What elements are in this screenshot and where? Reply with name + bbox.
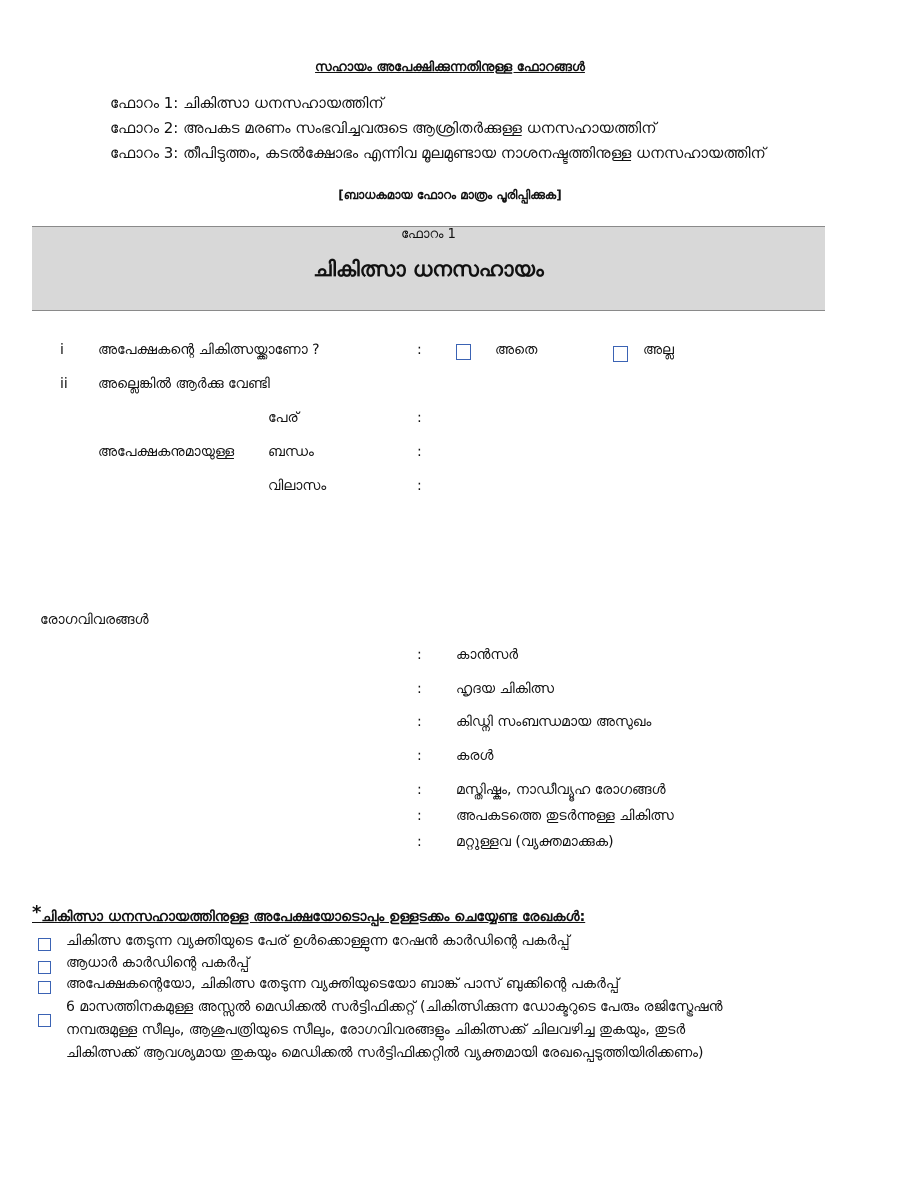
disease-item-liver: കരൾ [456, 748, 494, 764]
question-2-label: അല്ലെങ്കിൽ ആർക്കു വേണ്ടി [98, 376, 270, 392]
documents-heading [32, 902, 586, 926]
disease-colon: : [417, 834, 422, 850]
disease-item-cancer: കാൻസർ [456, 647, 519, 663]
name-label: പേര് [268, 410, 299, 426]
documents-heading-star: * [32, 902, 42, 923]
disease-colon: : [417, 782, 422, 798]
relation-label: ബന്ധം [268, 444, 314, 460]
yes-label: അതെ [495, 342, 538, 358]
relation-colon: : [417, 444, 422, 460]
document-checkbox-aadhaar[interactable] [38, 961, 51, 974]
form-list-item-2: ഫോറം 2: അപകട മരണം സംഭവിച്ചവരുടെ ആശ്രിതർക്കുള്ള ധനസഹായത്തിന് [110, 119, 657, 137]
question-1-label: അപേക്ഷകന്റെ ചികിത്സയ്ക്കാണോ ? [98, 342, 320, 358]
document-checkbox-medical-certificate[interactable] [38, 1014, 51, 1027]
question-1-number: i [60, 342, 64, 358]
disease-item-others: മറ്റുള്ളവ (വ്യക്തമാക്കുക) [456, 834, 614, 850]
question-1-colon: : [417, 342, 422, 358]
applicant-relation-label: അപേക്ഷകനുമായുള്ള [98, 444, 235, 460]
question-2-number: ii [60, 376, 68, 392]
address-colon: : [417, 478, 422, 494]
form-list-item-3: ഫോറം 3: തീപിടുത്തം, കടൽക്ഷോഭം എന്നിവ മൂലമുണ്ടായ നാശനഷ്ടത്തിനുള്ള ധനസഹായത്തിന് [110, 144, 766, 162]
disease-colon: : [417, 748, 422, 764]
document-checkbox-ration-card[interactable] [38, 938, 51, 951]
document-item-medical-certificate-line-2: നമ്പരുമുള്ള സീലും, ആശുപത്രിയുടെ സീലും, രോഗവിവരങ്ങളും ചികിത്സക്ക് ചിലവഴിച്ച തുകയും, തുടർ [66, 1022, 686, 1038]
document-item-medical-certificate-line-3: ചികിത്സക്ക് ആവശ്യമായ തുകയും മെഡിക്കൽ സർട്ടിഫിക്കറ്റിൽ വ്യക്തമായി രേഖപ്പെടുത്തിയിരിക്കണം) [66, 1045, 704, 1061]
disease-section-label: രോഗവിവരങ്ങൾ [40, 612, 149, 628]
disease-item-kidney: കിഡ്നി സംബന്ധമായ അസുഖം [456, 714, 652, 730]
name-colon: : [417, 410, 422, 426]
instruction-text: [ബാധകമായ ഫോറം മാത്രം പൂരിപ്പിക്കുക] [338, 188, 562, 202]
no-checkbox[interactable] [613, 346, 628, 362]
disease-colon: : [417, 808, 422, 824]
disease-item-accident: അപകടത്തെ തുടർന്നുള്ള ചികിത്സ [456, 808, 674, 824]
yes-checkbox[interactable] [456, 344, 471, 360]
document-item-passbook: അപേക്ഷകന്റെയോ, ചികിത്സ തേടുന്ന വ്യക്തിയുടെയോ ബാങ്ക് പാസ് ബുക്കിന്റെ പകർപ്പ് [66, 976, 620, 992]
disease-item-heart: ഹൃദയ ചികിത്സ [456, 681, 554, 697]
disease-item-brain: മസ്തിഷ്കം, നാഡീവ്യൂഹ രോഗങ്ങൾ [456, 782, 666, 798]
form-banner [32, 226, 825, 311]
disease-colon: : [417, 681, 422, 697]
no-label: അല്ല [643, 342, 675, 358]
form-title: ചികിത്സാ ധനസഹായം [313, 257, 544, 281]
documents-heading-text: ചികിത്സാ ധനസഹായത്തിനുള്ള അപേക്ഷയോടൊപ്പം ഉള്ളടക്കം ചെയ്യേണ്ട രേഖകൾ: [41, 909, 586, 925]
document-item-ration-card: ചികിത്സ തേടുന്ന വ്യക്തിയുടെ പേര് ഉൾക്കൊള്ളുന്ന റേഷൻ കാർഡിന്റെ പകർപ്പ് [66, 933, 570, 949]
form-number: ഫോറം 1 [401, 227, 456, 242]
document-item-medical-certificate-line-1: 6 മാസത്തിനകമുള്ള അസ്സൽ മെഡിക്കൽ സർട്ടിഫിക്കറ്റ് (ചികിത്സിക്കുന്ന ഡോക്ടറുടെ പേരും രജിസ്ട്രേഷൻ [66, 999, 723, 1015]
address-label: വിലാസം [268, 478, 327, 494]
forms-title: സഹായം അപേക്ഷിക്കുന്നതിനുള്ള ഫോറങ്ങൾ [315, 60, 585, 75]
form-list-item-1: ഫോറം 1: ചികിത്സാ ധനസഹായത്തിന് [110, 94, 384, 112]
disease-colon: : [417, 647, 422, 663]
disease-colon: : [417, 714, 422, 730]
document-checkbox-passbook[interactable] [38, 981, 51, 994]
document-item-aadhaar: ആധാർ കാർഡിന്റെ പകർപ്പ് [66, 955, 250, 971]
